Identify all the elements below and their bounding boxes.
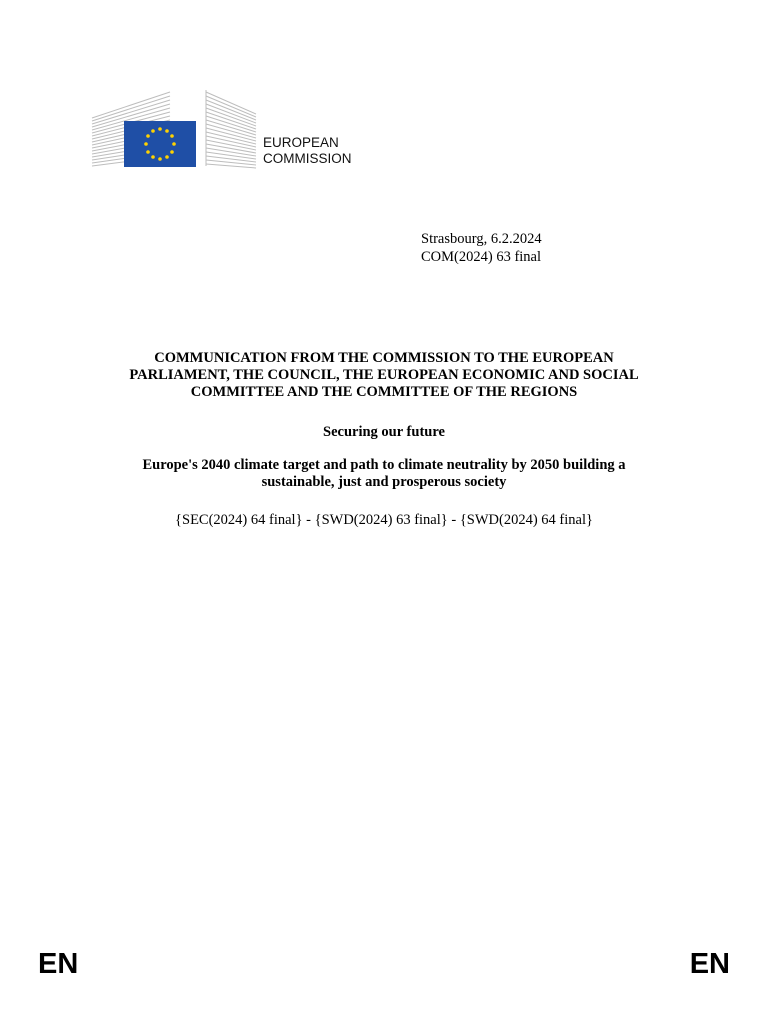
document-title <box>0 350 768 401</box>
organisation-line-1: EUROPEAN <box>263 135 339 150</box>
title-line: COMMUNICATION FROM THE COMMISSION TO THE EUROPEAN <box>154 350 614 366</box>
title-line: PARLIAMENT, THE COUNCIL, THE EUROPEAN ECONOMIC AND SOCIAL <box>129 367 639 383</box>
european-commission-logo <box>90 88 260 170</box>
organisation-name <box>263 135 352 167</box>
related-documents: {SEC(2024) 64 final} - {SWD(2024) 63 final} - {SWD(2024) 64 final} <box>175 512 593 528</box>
language-code-right: EN <box>689 948 730 980</box>
language-code-left: EN <box>38 948 79 980</box>
place-date: Strasbourg, 6.2.2024 <box>421 231 542 247</box>
document-subtitle: Securing our future <box>323 424 445 440</box>
building-right-lines <box>206 90 256 168</box>
title-line: COMMITTEE AND THE COMMITTEE OF THE REGIONS <box>190 384 578 400</box>
document-meta <box>421 230 542 266</box>
document-subject <box>0 457 768 491</box>
subject-line: Europe's 2040 climate target and path to climate neutrality by 2050 building a <box>142 457 626 473</box>
organisation-line-2: COMMISSION <box>263 151 352 166</box>
document-reference: COM(2024) 63 final <box>421 249 542 265</box>
subject-line: sustainable, just and prosperous society <box>261 474 507 490</box>
